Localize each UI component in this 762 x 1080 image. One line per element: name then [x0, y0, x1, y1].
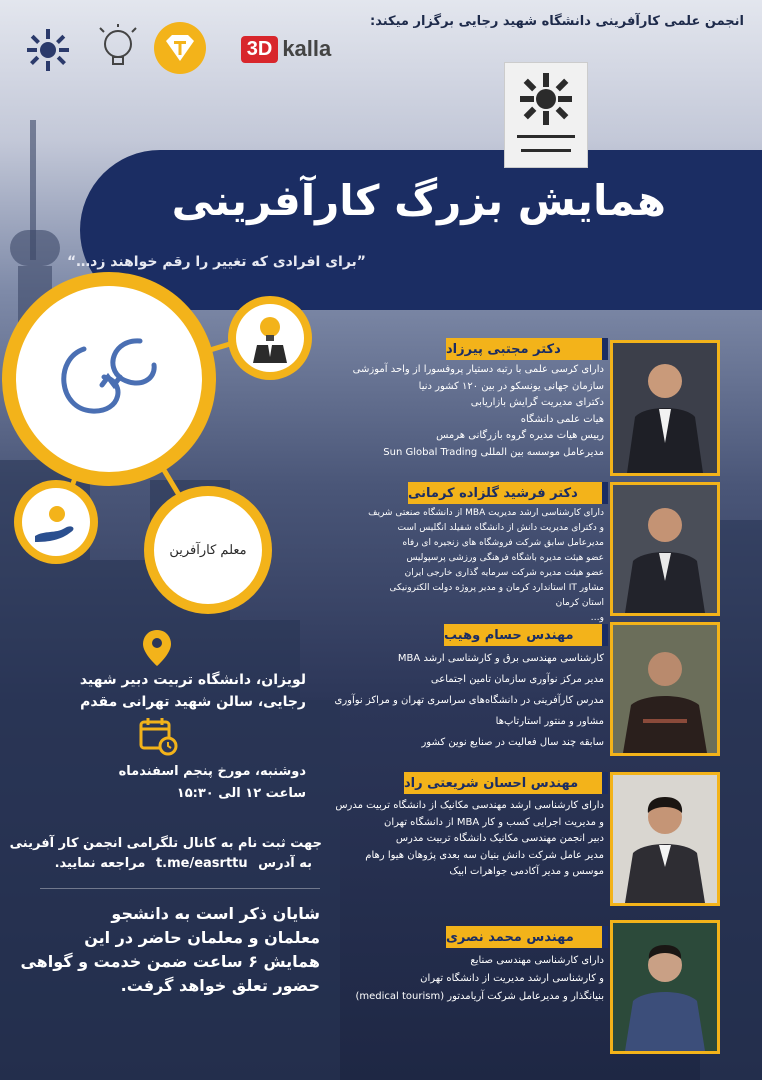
registration-prefix: به آدرس	[258, 856, 312, 871]
notice-line-3: همایش ۶ ساعت ضمن خدمت و گواهی	[20, 952, 320, 971]
speaker-photo	[610, 772, 720, 906]
bio-line: دارای کرسی علمی با رتبه دستیار پروفسورا از واحد آموزشی	[352, 364, 604, 375]
brand-circle	[144, 486, 272, 614]
bio-line: بنیانگذار و مدیرعامل شرکت آریامدتور (medical tourism)	[355, 991, 604, 1002]
bio-line: مشاور IT استاندارد کرمان و مدیر پروژه دولت الکترونیکی	[389, 583, 604, 593]
calendar-icon	[138, 716, 178, 760]
notice-line-1: شایان ذکر است به دانشجو	[111, 904, 320, 923]
bio-line: کارشناسی مهندسی برق و کارشناسی ارشد MBA	[397, 653, 604, 664]
date-line: دوشنبه، مورخ پنجم اسفندماه	[118, 764, 306, 779]
event-title: همایش بزرگ کارآفرینی	[171, 176, 666, 225]
bio-line: مدیر مرکز نوآوری سازمان تامین اجتماعی	[430, 674, 604, 685]
university-seal-icon	[18, 20, 78, 80]
bio-line: مدرس کارآفرینی در دانشگاه‌های سراسری تهران و مراکز نوآوری	[334, 695, 604, 706]
bio-line: عضو هیئت مدیره شرکت سرمایه گذاری خارجی ایران	[404, 568, 604, 578]
hand-lightbulb-icon	[31, 500, 81, 544]
venue-line-2: رجایی، سالن شهید تهرانی مقدم	[80, 694, 306, 710]
notice-line-4: حضور تعلق خواهد گرفت.	[120, 976, 320, 995]
bio-line: سابقه چند سال فعالیت در صنایع نوین کشور	[421, 737, 604, 748]
time-line: ساعت ۱۲ الی ۱۵:۳۰	[176, 786, 306, 801]
venue-line-1: لویزان، دانشگاه تربیت دبیر شهید	[79, 672, 306, 688]
bio-line: رییس هیات مدیره گروه بازرگانی هرمس	[436, 430, 604, 441]
sponsor-logo-text: kalla	[282, 36, 332, 61]
bio-line: و کارشناسی ارشد مدیریت از دانشگاه تهران	[420, 973, 604, 984]
notice-line-2: معلمان و معلمان حاضر در این	[84, 928, 320, 947]
speaker-photo	[610, 340, 720, 476]
speaker-bio	[304, 362, 604, 461]
registration-line-1: جهت ثبت نام به کانال تلگرامی انجمن کار آفرینی	[9, 836, 322, 851]
speaker-name: مهندس احسان شریعتی راد	[404, 772, 602, 794]
speaker-photo	[610, 482, 720, 616]
title-banner	[80, 150, 762, 310]
bio-line: دارای کارشناسی ارشد مدیریت MBA از دانشگاه صنعتی شریف	[368, 508, 604, 518]
bio-line: مشاور و منتور استارتاپ‌ها	[495, 716, 604, 727]
sponsor-logo: 3D kalla	[228, 30, 344, 68]
bio-line: عضو هیئت مدیره باشگاه فرهنگی ورزشی پرسپولیس	[406, 553, 604, 563]
bio-line: استان کرمان	[555, 598, 604, 608]
bio-line: و مدیریت اجرایی کسب و کار MBA از دانشگاه تهران	[383, 816, 604, 828]
lightbulb-logo-icon	[92, 22, 144, 74]
bio-line: مدیرعامل موسسه بین المللی Sun Global Trading	[383, 446, 604, 458]
bio-line: مدیر عامل شرکت دانش بنیان سه بعدی پژوهان هیوا رهام	[365, 849, 604, 861]
hand-bulb-circle	[14, 480, 98, 564]
bio-line: مدیرعامل سابق شرکت فروشگاه های زنجیره ای رفاه	[402, 538, 604, 548]
lightbulb-person-icon	[247, 313, 293, 363]
bio-line: موسس و مدیر آکادمی جواهرات ابیک	[449, 866, 604, 877]
main-logo-circle	[2, 272, 216, 486]
diamond-logo-icon	[154, 22, 206, 74]
brand-lightbulb-icon	[44, 319, 174, 439]
university-logo	[504, 62, 588, 168]
speaker-bio	[304, 506, 604, 626]
divider	[40, 888, 320, 889]
registration-suffix: مراجعه نمایید.	[54, 856, 146, 871]
brand-logo-text: معلم کارآفرین	[169, 542, 247, 558]
event-slogan: ”برای افرادی که تغییر را رقم خواهند زد…“	[66, 254, 366, 270]
location-pin-icon	[140, 628, 174, 672]
organizer-line: انجمن علمی کارآفرینی دانشگاه شهید رجایی برگزار میکند:	[370, 14, 744, 29]
speaker-bulb-circle	[228, 296, 312, 380]
bio-line: سازمان جهانی یونسکو در بین ۱۲۰ کشور دنیا	[418, 380, 604, 392]
bio-line: و دکترای مدیریت دانش از دانشگاه شفیلد انگلیس است	[397, 523, 604, 533]
speaker-bio	[304, 952, 604, 1006]
speaker-name: دکتر فرشید گلزاده کرمانی	[408, 482, 602, 504]
bio-line: دبیر انجمن مهندسی مکانیک دانشگاه تربیت مدرس	[395, 833, 604, 844]
speaker-name: مهندس حسام وهیب	[444, 624, 602, 646]
speaker-name: مهندس محمد نصری	[446, 926, 602, 948]
bio-line: و…	[590, 613, 604, 623]
telegram-link[interactable]: t.me/easrttu	[155, 856, 248, 871]
speaker-bio	[274, 798, 604, 881]
bio-line: دکترای مدیریت گرایش بازاریابی	[470, 397, 604, 408]
bio-line: دارای کارشناسی ارشد مهندسی مکانیک از دانشگاه تربیت مدرس	[335, 800, 604, 811]
speaker-bio	[274, 648, 604, 753]
speaker-photo	[610, 622, 720, 756]
bio-line: دارای کارشناسی مهندسی صنایع	[470, 955, 604, 966]
speaker-name: دکتر مجتبی پیرزاد	[446, 338, 602, 360]
speaker-photo	[610, 920, 720, 1054]
bio-line: هیات علمی دانشگاه	[520, 413, 604, 425]
